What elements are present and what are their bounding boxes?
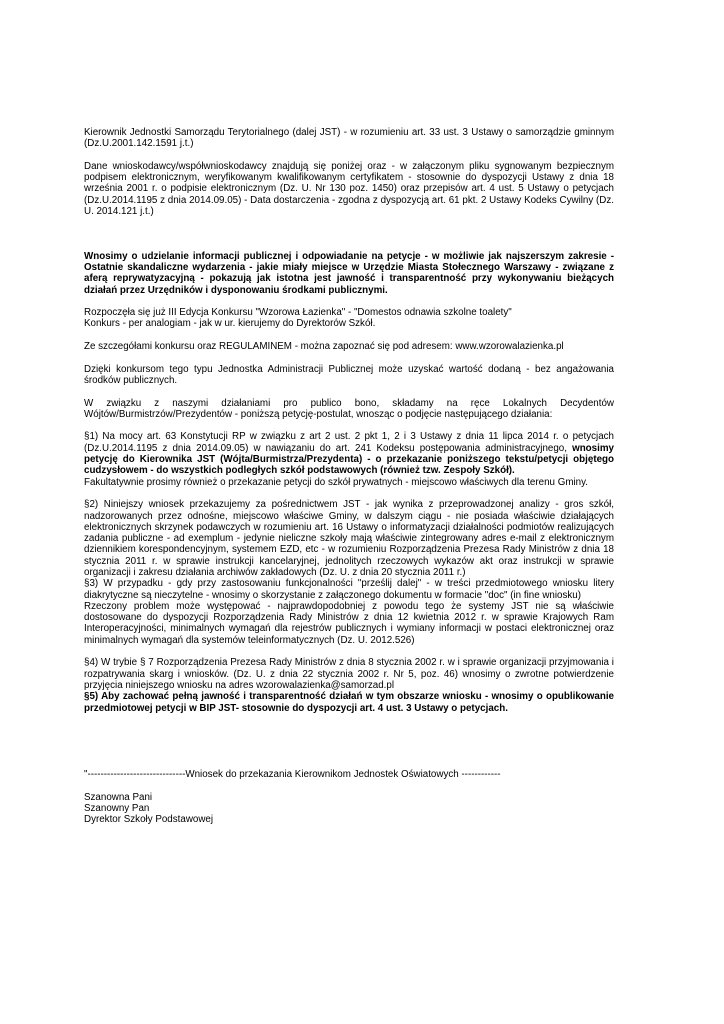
header-paragraph: Kierownik Jednostki Samorządu Terytorialnego (dalej JST) - w rozumieniu art. 33 ust. 3 Ustawy o samorządzie gminnym (Dz.U.2001.142.1591 j.t.) xyxy=(84,127,614,150)
section-1-optional: Fakultatywnie prosimy również o przekazanie petycji do szkół prywatnych - miejscowo właściwych dla terenu Gminy. xyxy=(84,476,589,488)
value-paragraph: Dzięki konkursom tego typu Jednostka Administracji Publicznej może uzyskać wartość dodaną - bez angażowania środków publicznych. xyxy=(84,363,614,386)
section-4-paragraph: §4) W trybie § 7 Rozporządzenia Prezesa Rady Ministrów z dnia 8 stycznia 2002 r. w i sprawie organizacji przyjmowania i rozpatrywania skarg i wniosków. (Dz. U. z dnia 22 stycznia 2002 r. Nr 5, poz. 46) wnosimy o zwrotne potwierdzenie przyjęcia niniejszego wniosku na adres wzorowalazienka@samorzad.pl xyxy=(84,657,614,691)
salutation-2: Szanowny Pan xyxy=(84,803,150,815)
section-1-text: §1) Na mocy art. 63 Konstytucji RP w związku z art 2 ust. 2 pkt 1, 2 i 3 Ustawy z dnia 11 lipca 2014 r. o petycjach (Dz.U.2014.1195 z dnia 2014.09.05) w nawiązaniu do art. 241 Kodeksu postępowania administracyjnego, xyxy=(84,431,614,454)
bold-request-paragraph: Wnosimy o udzielanie informacji publicznej i odpowiadanie na petycje - w możliwie jak najszerszym zakresie - Ostatnie skandaliczne wydarzenia - jakie miały miejsce w Urzędzie Miasta Stołecznego Warszawy - związane z aferą reprywatyzacyjną - pokazują jak istotna jest jawność i transparentność przy wykonywaniu bieżących działań przez Urzędników i dysponowaniu środkami publicznymi. xyxy=(84,250,614,296)
section-3-problem: Rzeczony problem może występować - najprawdopodobniej z powodu tego że systemy JST nie są właściwie dostosowane do dyspozycji Rozporządzenia Rady Ministrów z dnia 12 kwietnia 2012 r. w sprawie Krajowych Ram Interoperacyjności, minimalnych wymagań dla rejestrów publicznych i wymiany informacji w postaci elektronicznej oraz minimalnych wymagań dla systemów teleinformatycznych (Dz. U. 2012.526) xyxy=(84,600,614,646)
contest-line-2: Konkurs - per analogiam - jak w ur. kierujemy do Dyrektorów Szkół. xyxy=(84,318,376,330)
contest-line-1: Rozpoczęła się już III Edycja Konkursu "Wzorowa Łazienka" - "Domestos odnawia szkolne toalety" xyxy=(84,307,512,319)
quote-divider-line: "------------------------------Wniosek do przekazania Kierownikom Jednostek Oświatowych ------------ xyxy=(84,769,501,781)
pro-bono-paragraph: W związku z naszymi działaniami pro publico bono, składamy na ręce Lokalnych Decydentów Wójtów/Burmistrzów/Prezydentów - poniższą petycję-postulat, wnosząc o podjęcie następującego działania: xyxy=(84,397,614,420)
section-2-paragraph: §2) Niniejszy wniosek przekazujemy za pośrednictwem JST - jak wynika z przeprowadzonej analizy - gros szkół, nadzorowanych przez odnośne, miejscowo właściwe Gminy, w dalszym ciągu - nie posiada właściwie działających elektronicznych skrzynek podawczych w rozumieniu art. 16 Ustawy o informatyzacji działalności podmiotów realizujących zadania publiczne - ad exemplum - jedynie nieliczne szkoły mają właściwie zintegrowany adres e-mail z elektronicznym dziennikiem korespondencyjnym, systemem EZD, etc - w rozumieniu Rozporządzenia Prezesa Rady Ministrów z dnia 18 stycznia 2011 r. w sprawie instrukcji kancelaryjnej, jednolitych rzeczowych wykazów akt oraz instrukcji w sprawie organizacji i zakresu działania archiwów zakładowych (Dz. U. z dnia 20 stycznia 2011 r.) xyxy=(84,499,614,578)
document-page xyxy=(84,127,614,826)
salutation-3: Dyrektor Szkoły Podstawowej xyxy=(84,814,214,826)
section-5-paragraph: §5) Aby zachować pełną jawność i transparentność działań w tym obszarze wniosku - wnosimy o opublikowanie przedmiotowej petycji w BIP JST- stosownie do dyspozycji art. 4 ust. 3 Ustawy o petycjach. xyxy=(84,691,614,714)
salutation-1: Szanowna Pani xyxy=(84,791,153,803)
details-paragraph: Ze szczegółami konkursu oraz REGULAMINEM - można zapoznać się pod adresem: www.wzorowalazienka.pl xyxy=(84,341,564,353)
sender-paragraph: Dane wnioskodawcy/współwnioskodawcy znajdują się poniżej oraz - w załączonym pliku sygnowanym bezpiecznym podpisem elektronicznym, weryfikowanym kwalifikowanym certyfikatem - stosownie do dyspozycji Ustawy z dnia 18 września 2001 r. o podpisie elektronicznym (Dz. U. Nr 130 poz. 1450) oraz przepisów art. 4 ust. 5 Ustawy o petycjach (Dz.U.2014.1195 z dnia 2014.09.05) - Data dostarczenia - zgodna z dyspozycją art. 61 pkt. 2 Ustawy Kodeks Cywilny (Dz. U. 2014.121 j.t.) xyxy=(84,160,614,218)
section-1-paragraph xyxy=(84,431,614,476)
section-1-bold: wnosimy petycję do Kierownika JST (Wójta/Burmistrza/Prezydenta) - o przekazanie poniższego tekstu/petycji objętego cudzysłowem - do wszystkich podległych szkół podstawowych (również tzw. Zespoły Szkół). xyxy=(84,442,614,477)
section-3-paragraph: §3) W przypadku - gdy przy zastosowaniu funkcjonalności "prześlij dalej" - w treści przedmiotowego wniosku litery diakrytyczne są nieczytelne - wnosimy o skorzystanie z załączonego dokumentu w formacie "doc" (in fine wniosku) xyxy=(84,578,614,601)
